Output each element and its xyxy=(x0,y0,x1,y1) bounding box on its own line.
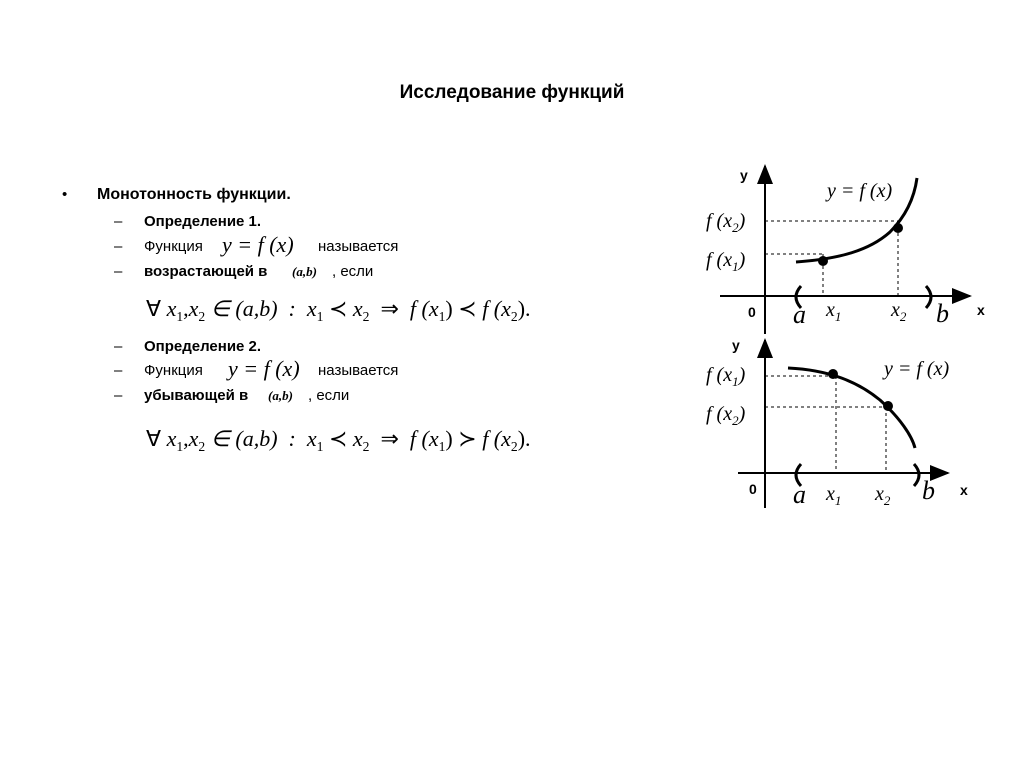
forall-symbol: ∀ xyxy=(146,426,162,451)
definition-1-called: называется xyxy=(318,238,399,255)
formula-var: x xyxy=(352,296,363,321)
fx2-label: f $(x_2)$ xyxy=(706,210,746,235)
formula-in-interval: ∈ (a,b) : xyxy=(205,426,307,451)
formula-relation: ≺ xyxy=(452,296,483,321)
formula-paren: ) xyxy=(445,296,453,321)
formula-comma: , xyxy=(183,296,189,321)
x2-label: $x_2$ xyxy=(875,483,891,508)
definition-2-function-word: Функция xyxy=(144,362,203,379)
formula-paren: ). xyxy=(517,426,531,451)
origin-label: 0 xyxy=(748,304,756,320)
formula-implies: ⇒ xyxy=(369,296,410,321)
formula-sub: 2 xyxy=(510,438,518,454)
fx1-label: f $(x_1)$ xyxy=(706,249,746,274)
definition-2-property: убывающей в xyxy=(144,387,249,404)
formula-sub: 2 xyxy=(198,438,206,454)
x2-label: $x_2$ xyxy=(891,299,907,324)
y-axis-label: y xyxy=(732,337,740,353)
curve-label: y = f (x) xyxy=(884,358,950,380)
formula-var: x xyxy=(188,296,199,321)
formula-in-interval: ∈ (a,b) : xyxy=(205,296,307,321)
x1-label: $x_1$ xyxy=(826,483,842,508)
formula-precedes: ≺ xyxy=(323,296,353,321)
origin-label: 0 xyxy=(749,481,757,497)
dash-marker: – xyxy=(114,263,123,280)
dash-marker: – xyxy=(114,362,123,379)
definition-2-label: Определение 2. xyxy=(144,338,262,355)
formula-f-x1: f (x xyxy=(409,426,439,451)
formula-comma: , xyxy=(183,426,189,451)
x-axis-label: x xyxy=(960,482,968,498)
formula-sub: 2 xyxy=(362,308,370,324)
dash-marker: – xyxy=(114,338,123,355)
formula-var: x xyxy=(306,296,317,321)
x1-label: $x_1$ xyxy=(826,299,842,324)
formula-var: x xyxy=(166,426,177,451)
definition-2-interval: (a,b) xyxy=(268,388,293,403)
formula-f-x2: f (x xyxy=(482,296,511,321)
definition-2-called: называется xyxy=(318,362,399,379)
formula-var: x xyxy=(188,426,199,451)
increasing-function-graph xyxy=(690,158,1000,338)
bracket-b xyxy=(914,464,919,486)
a-label: a xyxy=(793,300,806,329)
formula-sub: 2 xyxy=(198,308,206,324)
formula-paren: ). xyxy=(517,296,531,321)
formula-paren: ) xyxy=(445,426,453,451)
section-heading: Монотонность функции. xyxy=(97,186,291,203)
b-label: b xyxy=(922,476,935,505)
formula-precedes: ≺ xyxy=(323,426,353,451)
y-axis-label: y xyxy=(740,167,748,183)
point-x1 xyxy=(828,369,838,379)
formula-sub: 1 xyxy=(176,308,184,324)
definition-1-interval: (a,b) xyxy=(292,264,317,279)
definition-2-if: , если xyxy=(308,387,350,404)
formula-sub: 1 xyxy=(316,438,324,454)
formula-f-x1: f (x xyxy=(409,296,439,321)
formula-sub: 1 xyxy=(316,308,324,324)
dash-marker: – xyxy=(114,238,123,255)
definition-1-label: Определение 1. xyxy=(144,213,262,230)
dash-marker: – xyxy=(114,213,123,230)
formula-sub: 2 xyxy=(510,308,518,324)
formula-var: x xyxy=(352,426,363,451)
formula-sub: 1 xyxy=(438,308,446,324)
forall-symbol: ∀ xyxy=(146,296,162,321)
point-x2 xyxy=(893,223,903,233)
point-x1 xyxy=(818,256,828,266)
decreasing-curve xyxy=(788,368,915,448)
formula-sub: 1 xyxy=(176,438,184,454)
formula-sub: 1 xyxy=(438,438,446,454)
point-x2 xyxy=(883,401,893,411)
definition-1-formula xyxy=(146,296,531,322)
dash-marker: – xyxy=(114,387,123,404)
x-axis-label: x xyxy=(977,302,985,318)
formula-var: x xyxy=(306,426,317,451)
curve-label: y = f (x) xyxy=(827,180,893,202)
formula-sub: 2 xyxy=(362,438,370,454)
definition-2-formula xyxy=(146,426,531,452)
a-label: a xyxy=(793,480,806,509)
fx2-label: f $(x_2)$ xyxy=(706,403,746,428)
formula-implies: ⇒ xyxy=(369,426,410,451)
definition-1-property: возрастающей в xyxy=(144,263,268,280)
definition-1-if: , если xyxy=(332,263,374,280)
b-label: b xyxy=(936,299,949,328)
formula-relation: ≻ xyxy=(452,426,483,451)
bullet-marker: • xyxy=(62,186,68,203)
decreasing-function-graph xyxy=(690,332,1000,522)
definition-1-function-word: Функция xyxy=(144,238,203,255)
fx1-label: f $(x_1)$ xyxy=(706,364,746,389)
definition-1-equation: y = f (x) xyxy=(222,232,294,257)
definition-2-equation: y = f (x) xyxy=(228,356,300,381)
page-title: Исследование функций xyxy=(399,82,625,103)
formula-f-x2: f (x xyxy=(482,426,511,451)
formula-var: x xyxy=(166,296,177,321)
